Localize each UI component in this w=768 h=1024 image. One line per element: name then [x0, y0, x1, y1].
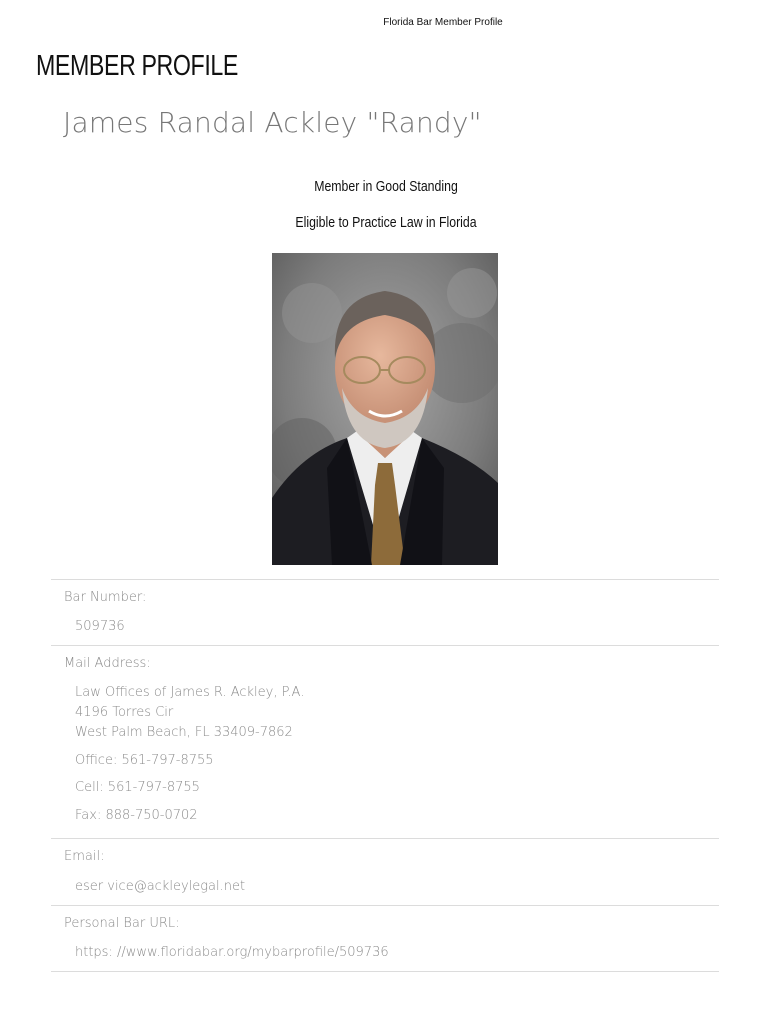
- address-line-city: West Palm Beach, FL 33409-7862: [75, 725, 293, 740]
- email-section: [51, 838, 719, 906]
- cell-phone[interactable]: Cell: 561-797-8755: [75, 780, 200, 795]
- status-good-standing: Member in Good Standing: [314, 178, 458, 195]
- fax-number: Fax: 888-750-0702: [75, 808, 198, 823]
- member-photo: [272, 253, 498, 565]
- status-eligible: Eligible to Practice Law in Florida: [295, 214, 477, 231]
- mail-address-section: [51, 645, 719, 839]
- member-name: James Randal Ackley "Randy": [63, 106, 482, 139]
- office-phone[interactable]: Office: 561-797-8755: [75, 753, 214, 768]
- mail-address-label: Mail Address:: [64, 656, 151, 671]
- personal-url-section: [51, 905, 719, 972]
- email-label: Email:: [64, 849, 105, 864]
- bar-number-section: [51, 579, 719, 646]
- section-heading: MEMBER PROFILE: [36, 50, 238, 82]
- email-link[interactable]: eser vice@ackleylegal.net: [75, 879, 246, 894]
- section-divider: [51, 971, 719, 972]
- address-line-firm: Law Offices of James R. Ackley, P.A.: [75, 685, 305, 700]
- personal-url-link[interactable]: https: //www.floridabar.org/mybarprofile/509736: [75, 945, 389, 960]
- address-line-street: 4196 Torres Cir: [75, 705, 174, 720]
- page-header-title: Florida Bar Member Profile: [383, 17, 503, 28]
- bar-number-label: Bar Number:: [64, 590, 147, 605]
- bar-number-value: 509736: [75, 619, 125, 634]
- personal-url-label: Personal Bar URL:: [64, 916, 180, 931]
